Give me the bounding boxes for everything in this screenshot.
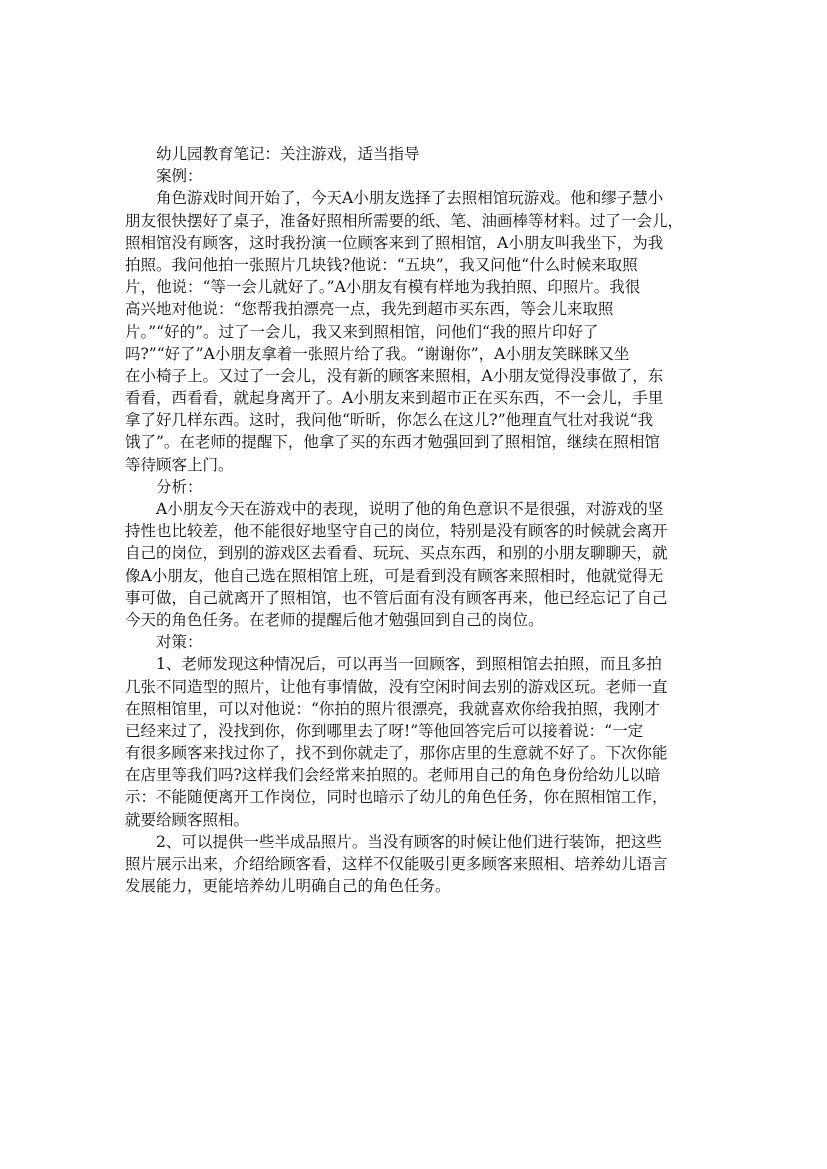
strategy-1-paragraph: [125, 653, 703, 831]
document-page: [125, 143, 703, 897]
paragraph-line: 饿了”。在老师的提醒下，他拿了买的东西才勉强回到了照相馆，继续在照相馆: [125, 433, 660, 452]
paragraph-line: 在店里等我们吗?这样我们会经常来拍照的。老师用自己的角色身份给幼儿以暗: [125, 766, 661, 785]
paragraph-line: 持性也比较差，他不能很好地坚守自己的岗位，特别是没有顾客的时候就会离开: [125, 522, 668, 541]
paragraph-line: 在照相馆里，可以对他说：“你拍的照片很漂亮，我就喜欢你给我拍照，我刚才: [125, 699, 660, 718]
analysis-paragraph: [125, 498, 703, 631]
paragraph-line: 朋友很快摆好了桌子，准备好照相所需要的纸、笔、油画棒等材料。过了一会儿，: [125, 211, 684, 230]
paragraph-line: 片。”“好的”。过了一会儿，我又来到照相馆，问他们“我的照片印好了: [125, 322, 599, 341]
paragraph-line: 几张不同造型的照片，让他有事情做，没有空闲时间去别的游戏区玩。老师一直: [125, 677, 668, 696]
paragraph-line: 拿了好几样东西。这时，我问他“昕昕，你怎么在这儿?”他理直气壮对我说“我: [125, 411, 654, 430]
paragraph-line: 拍照。我问他拍一张照片几块钱?他说：“五块”，我又问他“什么时候来取照: [125, 255, 638, 274]
paragraph-line: A小朋友今天在游戏中的表现，说明了他的角色意识不是很强，对游戏的坚: [156, 500, 664, 518]
strategy-heading: 对策：: [156, 633, 203, 652]
paragraph-line: 在小椅子上。又过了一会儿，没有新的顾客来照相，A小朋友觉得没事做了，东: [125, 366, 664, 385]
paragraph-line: 角色游戏时间开始了，今天A小朋友选择了去照相馆玩游戏。他和缪子慧小: [156, 189, 664, 208]
case-heading: 案例：: [156, 167, 203, 186]
paragraph-line: 已经来过了，没找到你，你到哪里去了呀!”等他回答完后可以接着说：“一定: [125, 721, 644, 740]
paragraph-line: 示：不能随便离开工作岗位，同时也暗示了幼儿的角色任务，你在照相馆工作，: [125, 788, 668, 807]
paragraph-line: 2、可以提供一些半成品照片。当没有顾客的时候让他们进行装饰，把这些: [156, 832, 662, 851]
case-paragraph: [125, 187, 703, 475]
document-title: 幼儿园教育笔记：关注游戏，适当指导: [156, 145, 420, 163]
paragraph-line: 吗?”“好了”A小朋友拿着一张照片给了我。“谢谢你”，A小朋友笑眯眯又坐: [125, 344, 630, 363]
paragraph-line: 1、老师发现这种情况后，可以再当一回顾客，到照相馆去拍照，而且多拍: [156, 655, 662, 674]
paragraph-line: 自己的岗位，到别的游戏区去看看、玩玩、买点东西，和别的小朋友聊聊天，就: [125, 544, 668, 563]
paragraph-line: 有很多顾客来找过你了，找不到你就走了，那你店里的生意就不好了。下次你能: [125, 744, 668, 763]
paragraph-line: 片，他说：“等一会儿就好了。”A小朋友有模有样地为我拍照、印照片。我很: [125, 278, 641, 297]
paragraph-line: 看看，西看看，就起身离开了。A小朋友来到超市正在买东西，不一会儿，手里: [125, 389, 664, 408]
paragraph-line: 今天的角色任务。在老师的提醒后他才勉强回到自己的岗位。: [125, 610, 544, 629]
paragraph-line: 照相馆没有顾客，这时我扮演一位顾客来到了照相馆，A小朋友叫我坐下，为我: [125, 233, 664, 252]
paragraph-line: 高兴地对他说：“您帮我拍漂亮一点，我先到超市买东西，等会儿来取照: [125, 300, 614, 319]
paragraph-line: 照片展示出来，介绍给顾客看，这样不仅能吸引更多顾客来照相、培养幼儿语言: [125, 855, 668, 873]
analysis-heading: 分析：: [156, 477, 203, 496]
strategy-2-paragraph: [125, 831, 703, 898]
paragraph-line: 等待顾客上门。: [125, 455, 234, 474]
paragraph-line: 事可做，自己就离开了照相馆，也不管后面有没有顾客再来，他已经忘记了自己: [125, 588, 668, 607]
paragraph-line: 就要给顾客照相。: [125, 810, 250, 829]
paragraph-line: 像A小朋友，他自己选在照相馆上班，可是看到没有顾客来照相时，他就觉得无: [125, 566, 664, 585]
paragraph-line: 发展能力，更能培养幼儿明确自己的角色任务。: [125, 877, 451, 896]
